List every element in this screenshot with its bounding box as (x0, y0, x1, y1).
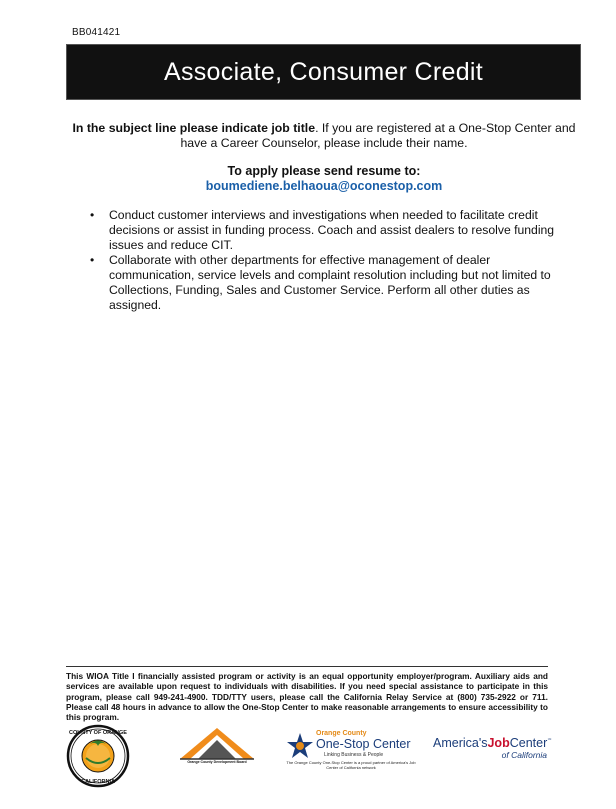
ajc-job: Job (487, 736, 510, 750)
onestop-main-label: One-Stop Center (316, 737, 411, 751)
subject-instruction-bold: In the subject line please indicate job title (72, 121, 316, 135)
ocdb-logo (172, 726, 262, 786)
job-title: Associate, Consumer Credit (163, 57, 484, 86)
ajc-center: Center (509, 736, 548, 750)
county-of-orange-seal-icon (66, 724, 130, 788)
ajc-main-label: America'sJobCenter℠ (433, 736, 553, 750)
eeo-disclaimer: This WIOA Title I financially assisted program or activity is an equal opportunity employer/program. Auxiliary aids and services are available upon request to individuals with disabilities. If you need special assistance to participate in this program, please call 949-241-4900. TDD/TTY users, please call the California Relay Service at (800) 735-2922 or 711. Please call 48 hours in advance to allow the One-Stop Center to make reasonable arrangements to ensure accessibility to this program. (66, 666, 548, 722)
subject-instruction-text: . If you are registered at a One-Stop Center and have a Career Counselor, please include their name. (180, 121, 576, 150)
ajc-prefix: America's (433, 736, 488, 750)
duty-item: • Conduct customer interviews and investigations when needed to facilitate credit decisions or assist in funding process. Coach and assist dealers to resolve funding issues and reduce CIT. (88, 208, 558, 252)
apply-section (70, 164, 578, 194)
partner-logos (60, 724, 560, 786)
ocdb-triangle-icon (172, 726, 262, 762)
americas-job-center-logo (433, 736, 553, 776)
onestop-center-logo (286, 730, 416, 780)
apply-email-link[interactable]: boumediene.belhaoua@oconestop.com (205, 179, 443, 193)
apply-label: To apply please send resume to: (227, 164, 421, 178)
onestop-top-label: Orange County (316, 730, 367, 737)
duties-list (88, 208, 558, 314)
subject-instructions (70, 121, 578, 151)
ocdb-name: Orange County Development Board (187, 760, 247, 764)
duty-item: • Collaborate with other departments for effective management of dealer communication, service levels and complaint resolution including but not limited to Collections, Funding, Sales and Customer Service. Perform all other duties as assigned. (88, 253, 558, 312)
onestop-tagline: Linking Business & People (324, 752, 384, 758)
svg-text:COUNTY OF ORANGE: COUNTY OF ORANGE (69, 730, 127, 736)
title-banner (66, 44, 581, 100)
svg-text:CALIFORNIA: CALIFORNIA (81, 779, 115, 785)
document-id: BB041421 (72, 27, 121, 38)
onestop-star-icon (286, 732, 314, 760)
ajc-sub-label: of California (501, 750, 547, 760)
onestop-partner-text: The Orange County One-Stop Center is a proud partner of America's Job Center of California network (286, 760, 416, 770)
